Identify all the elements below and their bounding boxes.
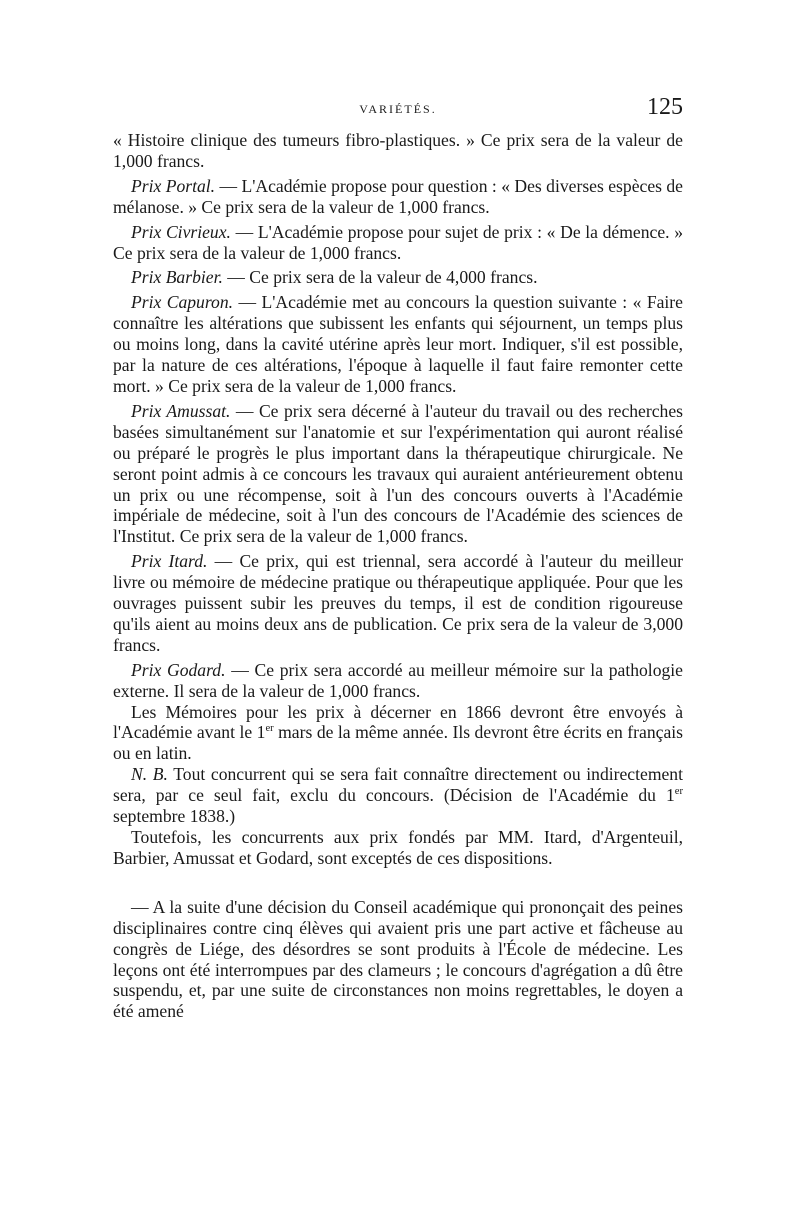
prize-name: Prix Portal. <box>131 175 216 196</box>
paragraph-text: — L'Académie met au concours la question suivante : « Faire connaître les altérations que subissent les enfants qui séjournent, un temps plus ou moins long, dans la cavité utérine après leur mort. Indiquer, s'il est possible, par la nature de ces altérations, l'époque à laquelle il faut faire remonter cette mort. » Ce prix sera de la valeur de 1,000 francs. <box>113 292 683 396</box>
paragraph-text: — L'Académie propose pour question : « Des diverses espèces de mélanose. » Ce prix sera de la valeur de 1,000 francs. <box>113 175 683 217</box>
paragraph-nota-bene <box>113 764 683 827</box>
page-number: 125 <box>647 94 683 120</box>
memoires-text-1: Les Mémoires pour les prix à décerner en 1866 devront être envoyés à l'Académie avant le 1 <box>113 701 683 743</box>
prize-name: Prix Itard. <box>131 551 208 572</box>
paragraph-text: — Ce prix sera de la valeur de 4,000 francs. <box>222 267 538 288</box>
paragraph-prix-barbier <box>113 267 683 288</box>
paragraph-prix-itard <box>113 551 683 656</box>
ordinal-suffix: er <box>265 723 274 735</box>
paragraph-prix-capuron <box>113 292 683 397</box>
prize-name: Prix Amussat. <box>131 400 231 421</box>
paragraph-text: « Histoire clinique des tumeurs fibro-plastiques. » Ce prix sera de la valeur de 1,000 francs. <box>113 130 683 171</box>
paragraph-prix-civrieux <box>113 222 683 264</box>
page <box>113 96 683 1022</box>
paragraph-ecole-medecine: — A la suite d'une décision du Conseil académique qui prononçait des peines disciplinaires contre cinq élèves qui avaient pris une part active et fâcheuse au congrès de Liége, des désordres se sont produits à l'École de médecine. Les leçons ont été interrompues par des clameurs ; le concours d'agrégation a dû être suspendu, et, par une suite de circonstances non moins regrettables, le doyen a été amené <box>113 896 683 1022</box>
paragraph-prix-amussat <box>113 401 683 547</box>
running-title: VARIÉTÉS. <box>359 102 437 116</box>
paragraph-tumeurs <box>113 130 683 172</box>
paragraph-text: — Ce prix, qui est triennal, sera accordé à l'auteur du meilleur livre ou mémoire de médecine pratique ou thérapeutique appliquée. Pour que les ouvrages puissent subir les preuves du temps, il est de condition rigoureuse qu'ils aient au moins deux ans de publication. Ce prix sera de la valeur de 3,000 francs. <box>113 551 684 655</box>
paragraph-text: — Ce prix sera accordé au meilleur mémoire sur la pathologie externe. Il sera de la valeur de 1,000 francs. <box>113 659 683 701</box>
nota-bene-text-2: septembre 1838.) <box>113 806 236 827</box>
prize-name: Prix Barbier. <box>131 267 223 288</box>
paragraph-exception: Toutefois, les concurrents aux prix fondés par MM. Itard, d'Argenteuil, Barbier, Amussat et Godard, sont exceptés de ces dispositions. <box>113 827 683 868</box>
prize-name: Prix Civrieux. <box>131 221 231 242</box>
nota-bene-text-1: Tout concurrent qui se sera fait connaître directement ou indirectement sera, par ce seul fait, exclu du concours. (Décision de l'Académie du 1 <box>113 764 683 806</box>
paragraph-text: — Ce prix sera décerné à l'auteur du travail ou des recherches basées simultanément sur l'anatomie et sur l'expérimentation qui auront réalisé ou préparé le progrès le plus important dans la thérapeutique chirurgicale. Ne seront point admis à ce concours les travaux qui auraient antérieurement obtenu un prix ou une récompense, soit à l'un des concours ouverts à l'Académie impériale de médecine, soit à l'un des concours de l'Académie des sciences de l'Institut. Ce prix sera de la valeur de 1,000 francs. <box>113 400 683 547</box>
page-body <box>113 130 683 1022</box>
paragraph-text: — L'Académie propose pour sujet de prix : « De la démence. » Ce prix sera de la valeur de 1,000 francs. <box>113 221 683 263</box>
paragraph-prix-godard <box>113 660 683 702</box>
paragraph-prix-portal <box>113 176 683 218</box>
paragraph-memoires <box>113 702 683 765</box>
ordinal-suffix: er <box>674 786 683 798</box>
running-head <box>113 96 683 130</box>
nota-bene-label: N. B. <box>131 764 168 785</box>
prize-name: Prix Godard. <box>131 659 226 680</box>
memoires-text-2: mars de la même année. Ils devront être écrits en français ou en latin. <box>113 722 683 764</box>
prize-name: Prix Capuron. <box>131 292 234 313</box>
